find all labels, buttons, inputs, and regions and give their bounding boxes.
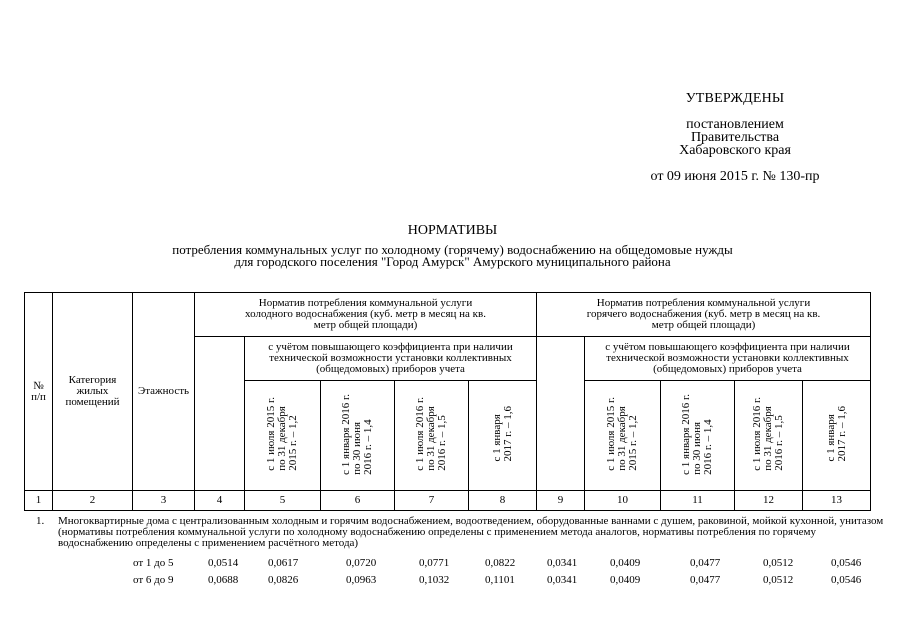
row-value: 0,0963 [346, 574, 377, 586]
row-value: 0,0546 [831, 574, 862, 586]
row-floors: от 6 до 9 [133, 574, 174, 586]
index-cell: 11 [661, 491, 735, 511]
row-value: 0,0477 [690, 574, 721, 586]
row-value: 0,0512 [763, 557, 794, 569]
approval-line-2: Правительства [690, 130, 780, 145]
hot-period-4 [803, 381, 871, 491]
section-text: Многоквартирные дома с централизованным холодным и горячим водоснабжением, водоотведением, оборудованные ваннами с душем, раковиной, мойкой кухонной, унитазом (нормативы потребления коммунальной услуги по холодному водоснабжению определены с применением метода аналогов, нормативы потребления по горячему водоснабжению определены с применением расчётного метода) [58, 515, 884, 549]
index-cell: 8 [469, 491, 537, 511]
approval-date: от 09 июня 2015 г. № 130-пр [650, 169, 820, 184]
cold-period-1 [245, 381, 321, 491]
section-number: 1. [36, 515, 45, 527]
row-value: 0,0826 [268, 574, 299, 586]
hot-period-1 [585, 381, 661, 491]
row-value: 0,0341 [547, 574, 578, 586]
index-cell: 13 [803, 491, 871, 511]
hot-base-cell [537, 337, 585, 491]
header-category: Категория жилых помещений [53, 293, 133, 491]
cold-period-3 [395, 381, 469, 491]
hot-coef-header: с учётом повышающего коэффициента при наличии технической возможности установки коллективных (общедомовых) приборов учета [585, 337, 871, 381]
header-cold-water: Норматив потребления коммунальной услуги холодного водоснабжения (куб. метр в месяц на кв. метр общей площади) [195, 293, 537, 337]
hot-period-3 [735, 381, 803, 491]
row-value: 0,1032 [419, 574, 450, 586]
hot-period-2 [661, 381, 735, 491]
period-label: с 1 июля 2016 г. по 31 декабря 2016 г. – 1,5 [751, 397, 785, 471]
header-floors: Этажность [133, 293, 195, 491]
row-value: 0,0771 [419, 557, 450, 569]
row-value: 0,0720 [346, 557, 377, 569]
header-num: № п/п [25, 293, 53, 491]
cold-coef-header: с учётом повышающего коэффициента при наличии технической возможности установки коллективных (общедомовых) приборов учета [245, 337, 537, 381]
index-cell: 4 [195, 491, 245, 511]
index-cell: 12 [735, 491, 803, 511]
approval-block [630, 92, 840, 183]
document-subtitle [0, 244, 905, 268]
index-cell: 5 [245, 491, 321, 511]
row-floors: от 1 до 5 [133, 557, 174, 569]
approval-line-3: Хабаровского края [679, 143, 791, 158]
period-label: с 1 июля 2016 г. по 31 декабря 2016 г. – 1,5 [414, 397, 448, 471]
row-value: 0,0514 [208, 557, 239, 569]
approval-heading: УТВЕРЖДЕНЫ [685, 91, 785, 106]
row-value: 0,0341 [547, 557, 578, 569]
approval-line-1: постановлением [686, 117, 784, 132]
row-value: 0,0617 [268, 557, 299, 569]
table-row [0, 557, 905, 569]
cold-base-cell [195, 337, 245, 491]
index-cell: 2 [53, 491, 133, 511]
period-label: с 1 июля 2015 г. по 31 декабря 2015 г. – 1,2 [265, 397, 299, 471]
period-label: с 1 июля 2015 г. по 31 декабря 2015 г. – 1,2 [605, 397, 639, 471]
row-value: 0,0546 [831, 557, 862, 569]
row-value: 0,0512 [763, 574, 794, 586]
subtitle-line-1: потребления коммунальных услуг по холодному (горячему) водоснабжению на общедомовые нужды [172, 242, 733, 257]
table-row [0, 574, 905, 586]
row-value: 0,0409 [610, 557, 641, 569]
period-label: с 1 января 2017 г. – 1,6 [490, 406, 514, 462]
row-value: 0,0688 [208, 574, 239, 586]
norms-table [24, 292, 871, 511]
row-value: 0,0477 [690, 557, 721, 569]
row-value: 0,0822 [485, 557, 516, 569]
cold-period-4 [469, 381, 537, 491]
index-cell: 9 [537, 491, 585, 511]
index-cell: 7 [395, 491, 469, 511]
index-cell: 1 [25, 491, 53, 511]
index-cell: 6 [321, 491, 395, 511]
period-label: с 1 января 2016 г. по 30 июня 2016 г. – 1,4 [680, 393, 714, 475]
cold-period-2 [321, 381, 395, 491]
period-label: с 1 января 2016 г. по 30 июня 2016 г. – 1,4 [340, 393, 374, 475]
period-label: с 1 января 2017 г. – 1,6 [824, 406, 848, 462]
index-cell: 3 [133, 491, 195, 511]
row-value: 0,1101 [485, 574, 515, 586]
index-cell: 10 [585, 491, 661, 511]
row-value: 0,0409 [610, 574, 641, 586]
document-title: НОРМАТИВЫ [407, 223, 498, 238]
header-hot-water: Норматив потребления коммунальной услуги горячего водоснабжения (куб. метр в месяц на кв. метр общей площади) [537, 293, 871, 337]
subtitle-line-2: для городского поселения "Город Амурск" Амурского муниципального района [234, 254, 671, 269]
